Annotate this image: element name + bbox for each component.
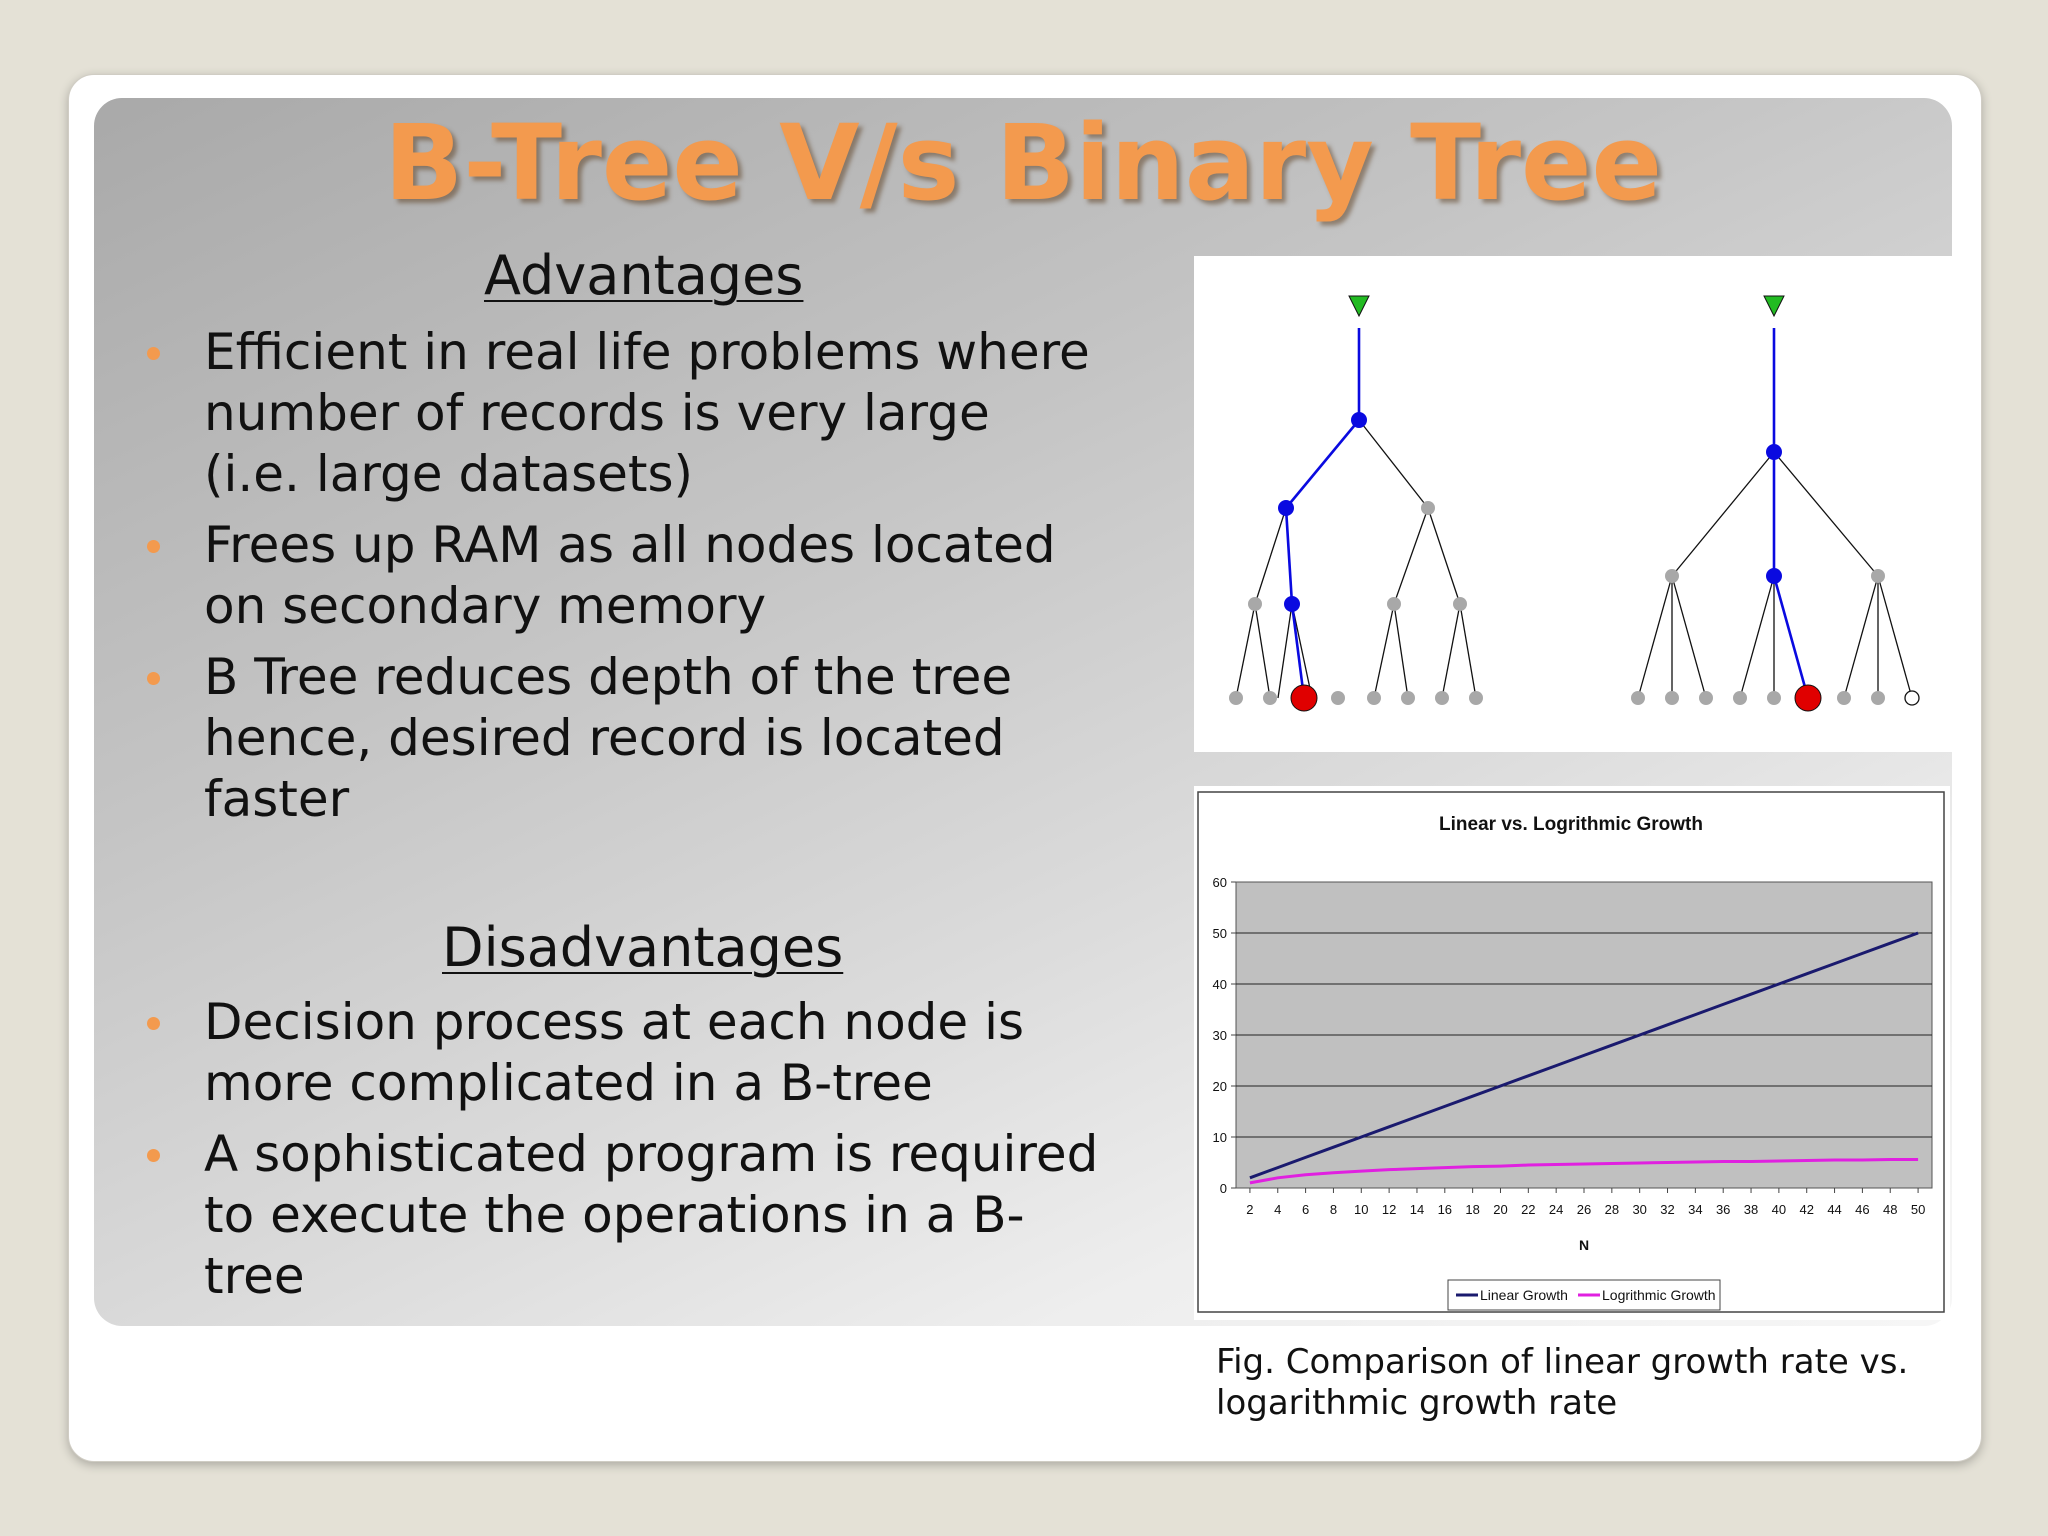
x-tick-label: 28: [1604, 1202, 1620, 1217]
advantage-text: Frees up RAM as all nodes located on secondary memory: [204, 516, 1056, 635]
advantages-heading: Advantages: [484, 244, 804, 307]
x-tick-label: 30: [1632, 1202, 1647, 1217]
x-tick-label: 48: [1883, 1202, 1898, 1217]
x-tick-label: 18: [1465, 1202, 1480, 1217]
x-tick-label: 14: [1409, 1202, 1425, 1217]
binary-tree: [1229, 296, 1483, 711]
inactive-nodes: [1229, 501, 1483, 705]
disadvantages-heading: Disadvantages: [442, 916, 844, 979]
x-tick-label: 26: [1576, 1202, 1592, 1217]
growth-chart-figure: [1194, 786, 1950, 1320]
bullet-icon: [147, 540, 160, 553]
x-tick-label: 36: [1715, 1202, 1731, 1217]
figure-caption: Fig. Comparison of linear growth rate vs. logarithmic growth rate: [1216, 1342, 1909, 1423]
x-tick-label: 42: [1799, 1202, 1814, 1217]
y-tick-label: 0: [1219, 1181, 1227, 1196]
x-tick-label: 46: [1855, 1202, 1870, 1217]
advantages-list: [0, 322, 1100, 840]
y-tick-label: 60: [1212, 875, 1227, 890]
bullet-icon: [147, 672, 160, 685]
y-tick-label: 30: [1212, 1028, 1227, 1043]
disadvantages-list: [0, 992, 1100, 1317]
disadvantage-item: [0, 992, 1100, 1114]
x-tick-label: 16: [1437, 1202, 1453, 1217]
advantage-text: Efficient in real life problems where number of records is very large (i.e. large datasets): [204, 323, 1090, 503]
x-tick-label: 40: [1771, 1202, 1787, 1217]
chart-legend: [1448, 1280, 1720, 1310]
root-marker-icon: [1764, 296, 1784, 316]
empty-node: [1905, 691, 1919, 705]
disadvantage-item: [0, 1124, 1100, 1307]
y-tick-label: 40: [1212, 977, 1227, 992]
bullet-icon: [147, 1149, 160, 1162]
disadvantage-text: Decision process at each node is more complicated in a B-tree: [204, 993, 1025, 1112]
x-tick-label: 50: [1910, 1202, 1926, 1217]
x-tick-label: 20: [1493, 1202, 1508, 1217]
advantage-item: [0, 322, 1100, 505]
advantage-item: [0, 515, 1100, 637]
y-tick-label: 10: [1212, 1130, 1227, 1145]
x-tick-label: 2: [1246, 1202, 1254, 1217]
tree-diagram-figure: [1194, 256, 1952, 752]
x-tick-label: 4: [1274, 1202, 1282, 1217]
x-axis-label: N: [1578, 1237, 1590, 1253]
bullet-icon: [147, 1017, 160, 1030]
chart-title: Linear vs. Logrithmic Growth: [1439, 814, 1703, 835]
x-tick-label: 38: [1743, 1202, 1759, 1217]
advantage-text: B Tree reduces depth of the tree hence, desired record is located faster: [204, 648, 1013, 828]
x-tick-label: 24: [1548, 1202, 1564, 1217]
inactive-nodes: [1631, 569, 1885, 705]
target-node: [1291, 685, 1317, 711]
x-tick-label: 6: [1301, 1202, 1310, 1217]
x-tick-label: 10: [1354, 1202, 1369, 1217]
y-tick-label: 50: [1212, 926, 1227, 941]
x-tick-label: 32: [1660, 1202, 1675, 1217]
b-tree: [1631, 296, 1919, 711]
x-tick-label: 8: [1329, 1202, 1338, 1217]
x-tick-label: 22: [1521, 1202, 1536, 1217]
disadvantage-text: A sophisticated program is required to execute the operations in a B-tree: [204, 1125, 1099, 1305]
legend-label-log: Logrithmic Growth: [1602, 1287, 1716, 1303]
advantage-item: [0, 647, 1100, 830]
x-tick-label: 34: [1688, 1202, 1703, 1217]
y-tick-label: 20: [1212, 1079, 1227, 1094]
tree-diagram: [1194, 256, 1952, 752]
legend-label-linear: Linear Growth: [1480, 1287, 1568, 1303]
bullet-icon: [147, 347, 160, 360]
slide-title: B-Tree V/s Binary Tree: [383, 102, 1663, 224]
root-marker-icon: [1349, 296, 1369, 316]
target-node: [1795, 685, 1821, 711]
x-tick-label: 44: [1827, 1202, 1842, 1217]
growth-chart: [1194, 786, 1950, 1320]
x-tick-label: 12: [1381, 1202, 1397, 1217]
